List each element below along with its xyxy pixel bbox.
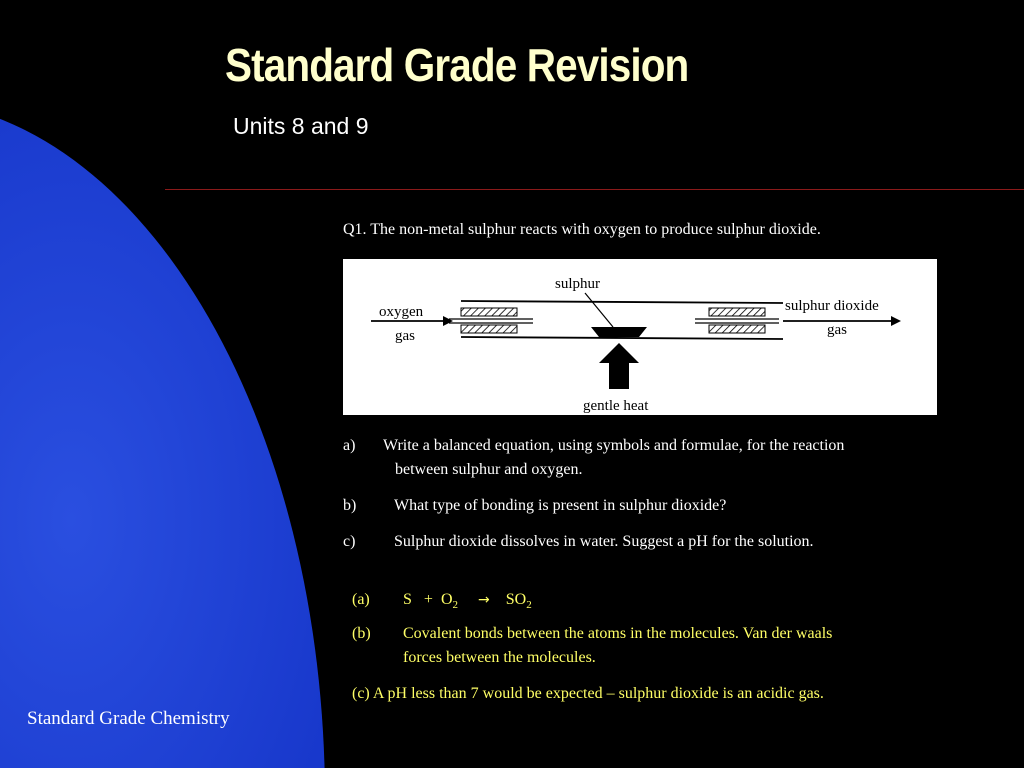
part-a-line2: between sulphur and oxygen.: [395, 461, 583, 478]
arrow-icon: →: [478, 592, 490, 608]
answer-a-s: S: [403, 591, 412, 608]
answer-a-so: SO: [505, 591, 527, 608]
part-b-text: What type of bonding is present in sulphur dioxide?: [394, 497, 727, 514]
label-sulphur: sulphur: [555, 276, 600, 292]
tube-bottom: [461, 337, 783, 339]
slide-title: Standard Grade Revision: [225, 39, 689, 91]
answer-a-o-sub: 2: [452, 599, 458, 612]
question-text: Q1. The non-metal sulphur reacts with oxygen to produce sulphur dioxide.: [343, 221, 821, 238]
answer-c: (c) A pH less than 7 would be expected – sulphur dioxide is an acidic gas.: [352, 685, 824, 702]
part-a-label: a): [343, 437, 356, 454]
sulphur-boat: [591, 327, 647, 337]
heat-arrow: [599, 343, 639, 389]
inlet-arrowhead: [443, 316, 453, 326]
left-stopper-bottom: [461, 325, 517, 333]
part-c: [343, 530, 814, 554]
label-sulphur-dioxide: sulphur dioxide: [785, 298, 879, 314]
part-c-label: c): [343, 533, 356, 550]
divider: [165, 189, 1024, 190]
apparatus-diagram: [343, 259, 937, 415]
answer-b-label: (b): [352, 625, 371, 642]
sulphur-pointer: [585, 293, 613, 327]
label-sulphur-dioxide-gas: gas: [827, 322, 847, 338]
label-gentle-heat: gentle heat: [583, 398, 649, 414]
answer-b-line1: Covalent bonds between the atoms in the molecules. Van der waals: [403, 625, 833, 642]
answer-a-plus: +: [423, 591, 433, 608]
answer-a-label: (a): [352, 591, 370, 608]
blue-arc-decoration: [0, 100, 325, 768]
answer-a: [352, 588, 532, 617]
label-oxygen: oxygen: [379, 304, 424, 320]
slide-subtitle: Units 8 and 9: [233, 113, 369, 139]
outlet-arrowhead: [891, 316, 901, 326]
answer-a-so-sub: 2: [526, 599, 532, 612]
part-a-line1: Write a balanced equation, using symbols and formulae, for the reaction: [383, 437, 845, 454]
part-c-text: Sulphur dioxide dissolves in water. Suggest a pH for the solution.: [394, 533, 814, 550]
part-b-label: b): [343, 497, 357, 514]
part-a: [343, 434, 844, 482]
footer-text: Standard Grade Chemistry: [27, 708, 230, 729]
answer-b: [352, 622, 832, 670]
right-stopper-top: [709, 308, 765, 316]
part-b: [343, 494, 726, 518]
label-oxygen-gas: gas: [395, 328, 415, 344]
answer-b-line2: forces between the molecules.: [403, 649, 596, 666]
answer-a-o: O: [440, 591, 453, 608]
right-stopper-bottom: [709, 325, 765, 333]
left-stopper-top: [461, 308, 517, 316]
tube-top: [461, 301, 783, 303]
